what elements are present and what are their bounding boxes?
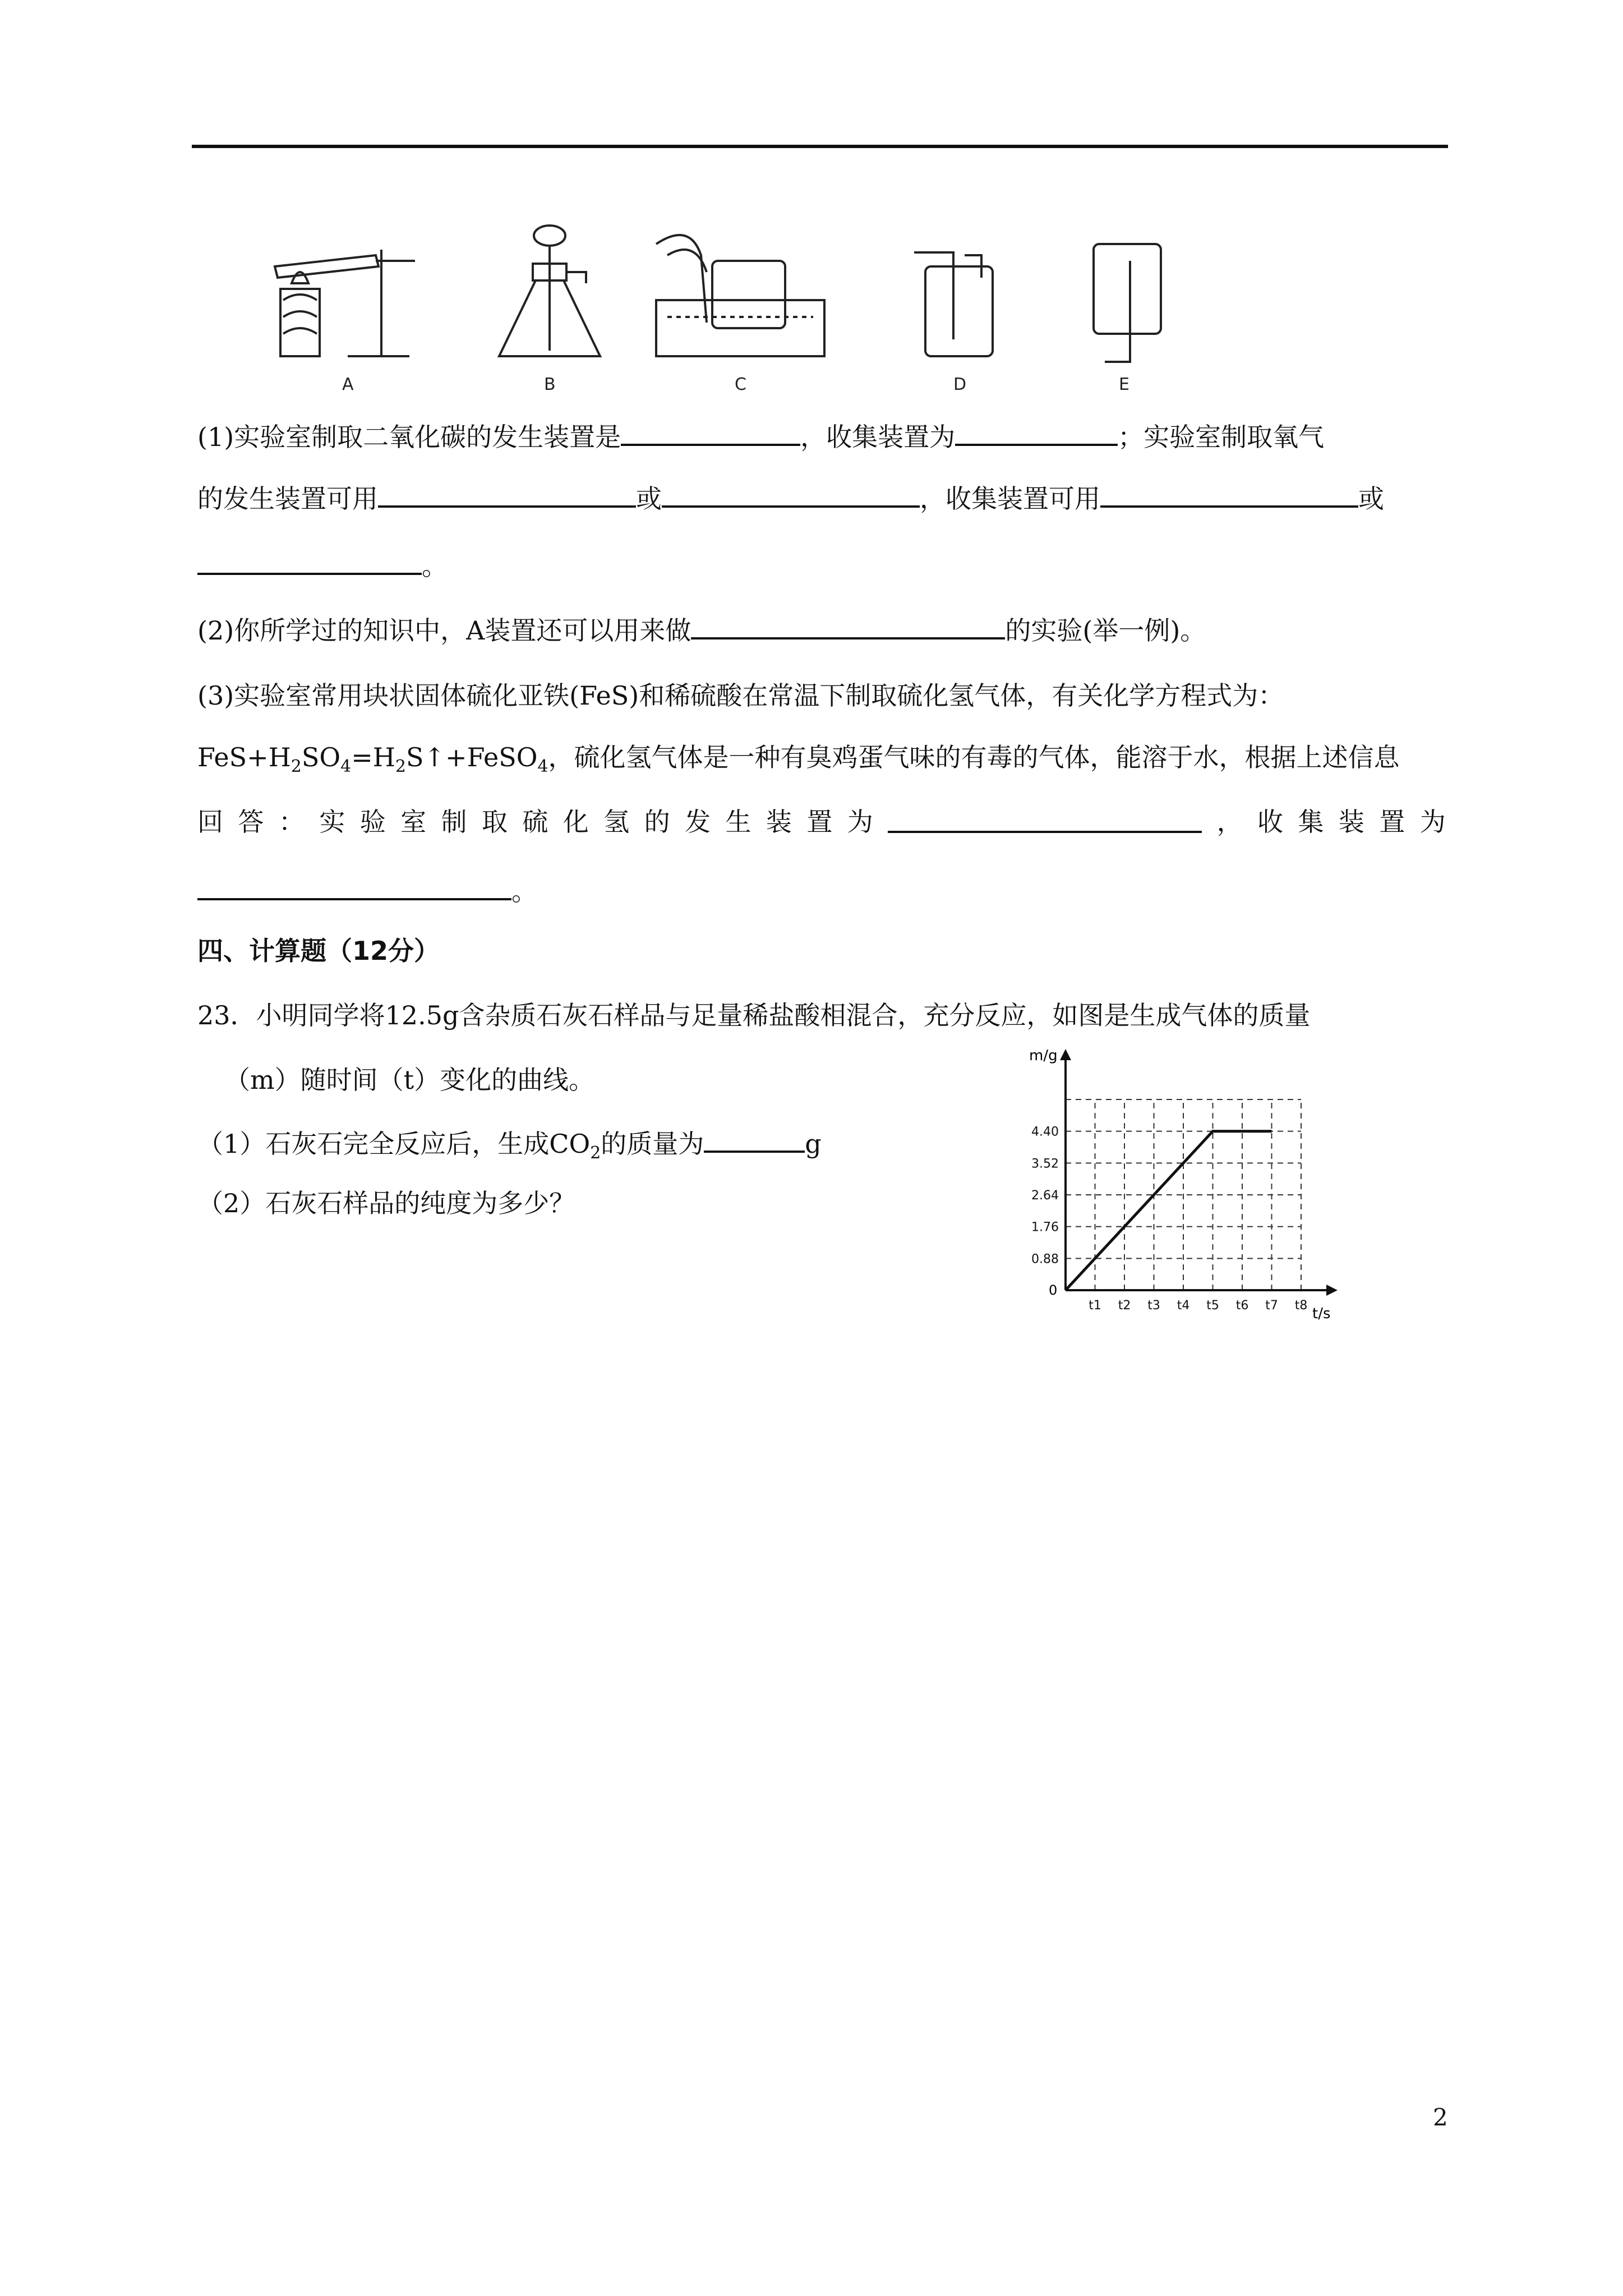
x-tick-label: t4 (1177, 1299, 1190, 1313)
mass-time-chart (1009, 1043, 1346, 1324)
h2s-generator-blank[interactable] (888, 805, 1202, 833)
y-tick-label: 3.52 (1031, 1157, 1059, 1171)
y-tick-label: 2.64 (1031, 1189, 1059, 1203)
apparatus-label-b: B (544, 375, 556, 394)
chart-grid (1066, 1099, 1301, 1290)
section-4-title: 四、计算题（12分） (197, 936, 440, 966)
x-axis-label: t/s (1312, 1305, 1331, 1322)
q23-question1: （1）石灰石完全反应后，生成$CO_2$的质量为 g (197, 1125, 822, 1170)
x-tick-label: t5 (1206, 1299, 1219, 1313)
lab-apparatus-figure (264, 222, 1228, 395)
apparatus-d (914, 252, 993, 356)
apparatus-c (656, 235, 824, 356)
x-tick-label: t3 (1147, 1299, 1160, 1313)
co2-mass-blank[interactable] (704, 1125, 805, 1153)
x-tick-label: t7 (1265, 1299, 1278, 1313)
apparatus-e (1094, 244, 1161, 362)
h2s-collector-blank[interactable] (197, 872, 511, 900)
q22-part1-line3: 。 (197, 547, 448, 583)
origin-label: 0 (1049, 1282, 1058, 1298)
apparatus-b (499, 226, 600, 356)
a-apparatus-experiment-blank[interactable] (691, 611, 1005, 639)
page-number: 2 (1433, 2104, 1448, 2131)
co2-collector-blank[interactable] (955, 418, 1118, 446)
x-tick-label: t6 (1235, 1299, 1249, 1313)
x-tick-label: t2 (1118, 1299, 1131, 1313)
q22-part3-line1: (3)实验室常用块状固体硫化亚铁(FeS)和稀硫酸在常温下制取硫化氢气体，有关化学方程式为： (197, 680, 1284, 711)
mass-curve (1066, 1131, 1272, 1290)
o2-collector-blank-1[interactable] (1100, 480, 1358, 508)
q23-stem-line1: 23．小明同学将12.5g含杂质石灰石样品与足量稀盐酸相混合，充分反应，如图是生成气体的质量 (197, 1000, 1311, 1030)
header-rule (192, 145, 1448, 148)
q22-part1-line1: (1)实验室制取二氧化碳的发生装置是 ，收集装置为 ；实验室制取氧气 (197, 418, 1324, 454)
o2-generator-blank-2[interactable] (662, 480, 920, 508)
q22-part3-line4: 。 (197, 872, 537, 908)
chart-tick-labels (1031, 1125, 1307, 1313)
q22-part1-line2: 的发生装置可用 或 ，收集装置可用 或 (197, 480, 1384, 516)
y-axis-label: m/g (1029, 1047, 1058, 1064)
q23-question2: （2）石灰石样品的纯度为多少？ (197, 1188, 575, 1218)
q22-part2: (2)你所学过的知识中，A装置还可以用来做 的实验(举一例)。 (197, 611, 1206, 647)
y-tick-label: 0.88 (1031, 1252, 1059, 1267)
apparatus-label-d: D (953, 375, 967, 394)
apparatus-label-a: A (342, 375, 354, 394)
y-axis-arrow (1060, 1049, 1071, 1060)
q22-part3-line3: 回 答 ： 实 验 室 制 取 硫 化 氢 的 发 生 装 置 为 ， 收 集 装 置 为 (197, 805, 1446, 839)
q23-stem-line2: （m）随时间（t）变化的曲线。 (224, 1065, 595, 1095)
apparatus-label-c: C (735, 375, 746, 394)
x-tick-label: t1 (1089, 1299, 1101, 1313)
o2-generator-blank-1[interactable] (378, 480, 636, 508)
apparatus-label-e: E (1119, 375, 1129, 394)
x-tick-label: t8 (1294, 1299, 1308, 1313)
y-tick-label: 1.76 (1031, 1220, 1059, 1235)
o2-collector-blank-2[interactable] (197, 547, 422, 575)
co2-generator-blank[interactable] (621, 418, 800, 446)
y-tick-label: 4.40 (1031, 1125, 1059, 1139)
x-axis-arrow (1326, 1285, 1338, 1296)
apparatus-a (275, 250, 415, 356)
q22-part3-line2: $FeS+H_2SO_4=H_2S↑+FeSO_4$，硫化氢气体是一种有臭鸡蛋气味的有毒的气体，能溶于水，根据上述信息 (197, 742, 1400, 777)
